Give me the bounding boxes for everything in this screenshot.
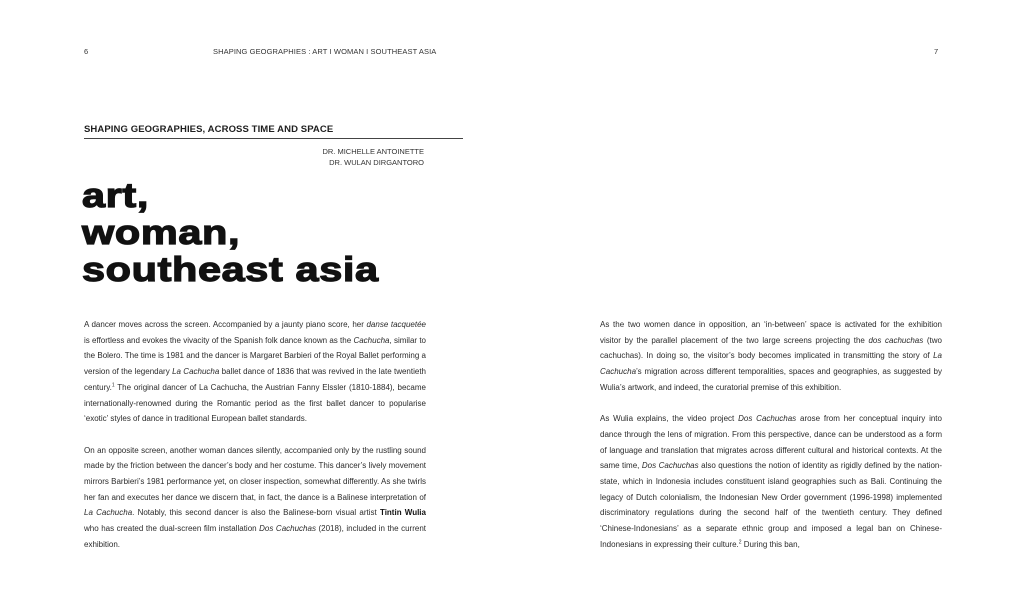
main-title [82, 178, 379, 289]
text-run: During this ban, [741, 539, 800, 549]
main-title-line: southeast asia [82, 251, 379, 289]
italic-term: Dos Cachuchas [259, 524, 316, 534]
text-run: A dancer moves across the screen. Accompanied by a jaunty piano score, her [84, 320, 367, 329]
text-run: is effortless and evokes the vivacity of the Spanish folk dance known as the [84, 335, 354, 345]
text-run: arose from her conceptual inquiry into dance through the lens of migration. From this perspective, dance can be understood as a form of language and translation that migrates across different cultural and historical contexts. At the same time, [600, 414, 942, 471]
text-run: As the two women dance in opposition, an ‘in-between’ space is activated for the exhibition visitor by the parallel placement of the two large screens projecting the [600, 320, 942, 345]
italic-term: Dos Cachuchas [641, 461, 699, 471]
section-title: SHAPING GEOGRAPHIES, ACROSS TIME AND SPACE [84, 124, 334, 135]
artist-name: Tintin Wulia [379, 508, 426, 518]
main-title-line: woman, [82, 214, 241, 252]
text-run: (2018), included in the current exhibition. [84, 524, 427, 549]
left-text-column [84, 317, 426, 568]
body-paragraph [600, 317, 942, 396]
footnote-marker[interactable]: 1 [111, 382, 115, 389]
left-page-number: 6 [84, 47, 89, 56]
italic-term: La Cachucha [600, 351, 942, 377]
right-page-number: 7 [934, 47, 939, 56]
text-run: The original dancer of La Cachucha, the Austrian Fanny Elssler (1810-1884), became internationally-renowned during the Romantic period as the first ballet dancer to popularise ‘exotic’ styles of dance in traditional European ballet standards. [84, 382, 426, 424]
right-text-column [600, 317, 942, 568]
italic-term: Dos Cachuchas [738, 414, 797, 424]
italic-term: La Cachucha [172, 367, 220, 377]
footnote-marker[interactable]: 2 [738, 539, 742, 546]
main-title-line: art, [82, 177, 150, 215]
text-run: also questions the notion of identity as rigidly defined by the nation-state, which in Indonesia includes constituent island geographies such as Bali. Continuing the legacy of Dutch colonialism, the Indonesian New Order government (1996-1998) implemented discriminatory regulations during the second half of the twentieth century. They defined ‘Chinese-Indonesians’ as a separate ethnic group and imposed a legal ban on Chinese-Indonesians in expressing their culture. [600, 461, 943, 549]
body-paragraph [84, 443, 426, 553]
text-run: (two cachuchas). In doing so, the visitor’s body becomes implicated in transmitting the story of [600, 335, 943, 361]
body-paragraph [600, 411, 942, 552]
text-run: , similar to the Bolero. The time is 1981 and the dancer is Margaret Barbieri of the Royal Ballet performing a version of the legendary [84, 335, 426, 377]
body-paragraph [84, 317, 426, 427]
text-run: As Wulia explains, the video project [600, 414, 739, 424]
author-name: DR. WULAN DIRGANTORO [329, 158, 424, 167]
text-run: ballet dance of 1836 that was revived in the late twentieth century. [84, 367, 427, 392]
running-head: SHAPING GEOGRAPHIES : ART I WOMAN I SOUTHEAST ASIA [213, 47, 437, 56]
text-run: . Notably, this second dancer is also the Balinese-born visual artist [132, 508, 380, 518]
author-name: DR. MICHELLE ANTOINETTE [322, 147, 424, 156]
text-run: On an opposite screen, another woman dances silently, accompanied only by the rustling sound made by the friction between the dancer’s body and her costume. This dancer’s lively movement mirrors Barbieri’s 1981 performance yet, on closer inspection, somewhat differently. As she twirls her fan and executes her dance we discern that, in fact, the dance is a Balinese interpretation of [84, 445, 426, 502]
italic-term: danse tacquetée [366, 320, 426, 329]
italic-term: Cachucha [353, 335, 390, 345]
section-divider [84, 138, 463, 139]
text-run: who has created the dual-screen film installation [84, 524, 260, 534]
italic-term: dos cachuchas [868, 335, 924, 345]
italic-term: La Cachucha [84, 508, 133, 518]
text-run: ’s migration across different temporalities, spaces and geographies, as suggested by Wulia’s artwork, and indeed, the curatorial premise of this exhibition. [600, 367, 942, 392]
